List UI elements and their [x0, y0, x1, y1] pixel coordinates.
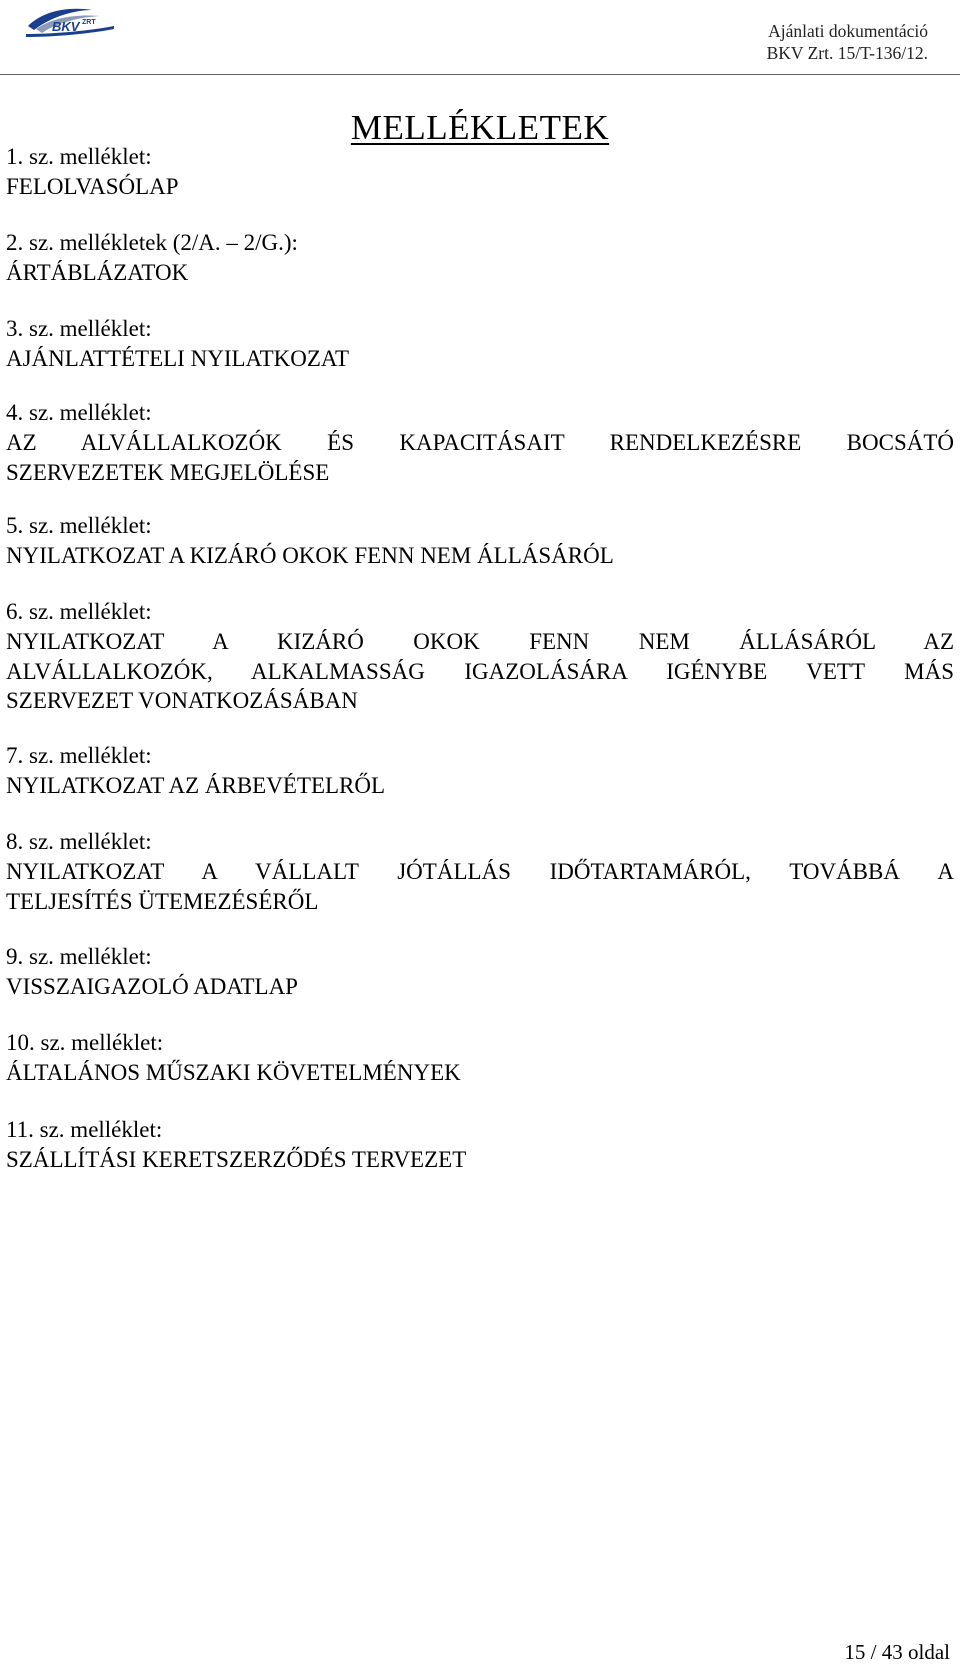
annex-label: 4. sz. melléklet: — [6, 400, 152, 425]
annex-item-1 — [6, 142, 954, 202]
annex-name-line: AZ ALVÁLLALKOZÓK ÉS KAPACITÁSAIT RENDELKEZÉSRE BOCSÁTÓ — [6, 430, 954, 455]
annex-name: ÁRTÁBLÁZATOK — [6, 260, 189, 285]
annex-name-line: SZERVEZETEK MEGJELÖLÉSE — [6, 459, 330, 485]
annex-name-line: TELJESÍTÉS ÜTEMEZÉSÉRŐL — [6, 888, 319, 914]
annex-item-6 — [6, 597, 954, 716]
annex-item-9 — [6, 942, 954, 1002]
annex-item-5 — [6, 511, 954, 571]
annex-name: NYILATKOZAT A KIZÁRÓ OKOK FENN NEM ÁLLÁSÁRÓL — [6, 543, 614, 568]
annex-label: 3. sz. melléklet: — [6, 316, 152, 341]
bkv-logo-icon — [22, 4, 118, 44]
annex-item-2 — [6, 228, 954, 288]
annex-label: 10. sz. melléklet: — [6, 1030, 164, 1055]
svg-text:ZRT: ZRT — [82, 19, 96, 26]
annex-item-11 — [6, 1115, 954, 1175]
annex-name: NYILATKOZAT AZ ÁRBEVÉTELRŐL — [6, 773, 386, 798]
annex-name-line: SZERVEZET VONATKOZÁSÁBAN — [6, 688, 358, 713]
header-doc-title: Ajánlati dokumentáció — [768, 21, 928, 41]
annex-item-3 — [6, 314, 954, 374]
annex-label: 2. sz. mellékletek (2/A. – 2/G.): — [6, 230, 298, 255]
annex-name: VISSZAIGAZOLÓ ADATLAP — [6, 974, 298, 999]
annex-item-7 — [6, 741, 954, 801]
annex-name: ÁLTALÁNOS MŰSZAKI KÖVETELMÉNYEK — [6, 1060, 461, 1085]
annex-label: 7. sz. melléklet: — [6, 743, 152, 768]
annex-name: AJÁNLATTÉTELI NYILATKOZAT — [6, 346, 350, 371]
annex-label: 8. sz. melléklet: — [6, 829, 152, 854]
page-number: 15 / 43 oldal — [844, 1640, 950, 1664]
annex-label: 9. sz. melléklet: — [6, 944, 152, 969]
bkv-logo — [22, 4, 118, 44]
header-doc-info — [767, 20, 928, 64]
annex-label: 11. sz. melléklet: — [6, 1117, 163, 1142]
annex-name: FELOLVASÓLAP — [6, 174, 179, 199]
svg-text:BKV: BKV — [52, 19, 80, 34]
annex-item-4 — [6, 398, 954, 487]
annex-name-line: ALVÁLLALKOZÓK, ALKALMASSÁG IGAZOLÁSÁRA IGÉNYBE VETT MÁS — [6, 658, 954, 684]
annex-name: SZÁLLÍTÁSI KERETSZERZŐDÉS TERVEZET — [6, 1147, 467, 1172]
page-title: MELLÉKLETEK — [350, 108, 610, 147]
annex-label: 1. sz. melléklet: — [6, 144, 152, 169]
annex-label: 5. sz. melléklet: — [6, 513, 152, 538]
annex-item-10 — [6, 1028, 954, 1088]
annex-item-8 — [6, 827, 954, 916]
annex-label: 6. sz. melléklet: — [6, 599, 152, 624]
header-doc-ref: BKV Zrt. 15/T-136/12. — [766, 43, 928, 63]
header-divider — [0, 74, 960, 75]
annex-name-line: NYILATKOZAT A VÁLLALT JÓTÁLLÁS IDŐTARTAMÁRÓL, TOVÁBBÁ A — [6, 859, 954, 884]
annex-name-line: NYILATKOZAT A KIZÁRÓ OKOK FENN NEM ÁLLÁSÁRÓL AZ — [6, 629, 954, 654]
